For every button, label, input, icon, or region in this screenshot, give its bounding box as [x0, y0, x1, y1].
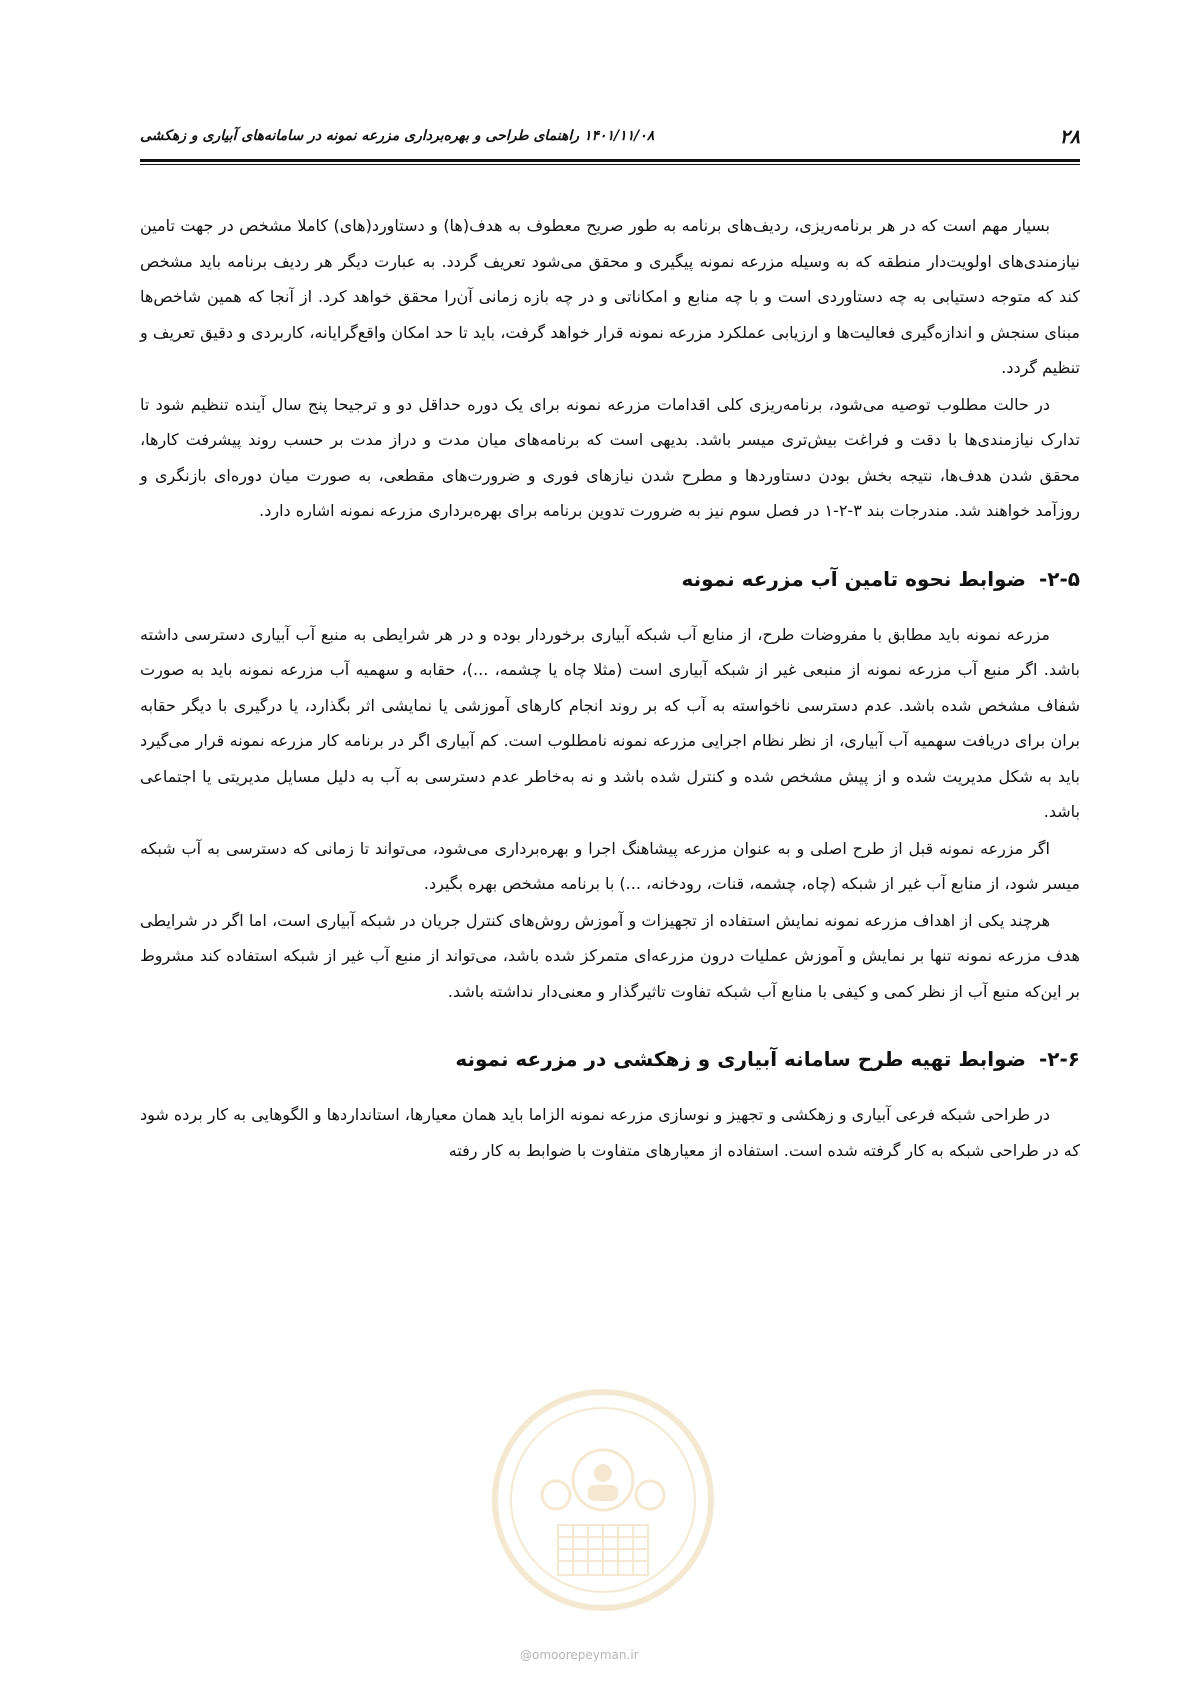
section-title: ضوابط نحوه تامین آب مزرعه نمونه [681, 566, 1026, 591]
section-5-paragraph-1: مزرعه نمونه باید مطابق با مفروضات طرح، از منابع آب شبکه آبیاری برخوردار بوده و در هر شرایطی به منبع آب آبیاری دسترسی داشته باشد. اگر منبع آب مزرعه نمونه از منبعی غیر از شبکه آبیاری است (مثلا چاه یا چشمه، ...)، حقابه و سهمیه آب مزرعه نمونه باید به صورت شفاف مشخص شده باشد. عدم دسترسی ناخواسته به آب که بر روند انجام کارهای آموزشی یا نمایشی اثر بگذارد، یا درگیری با دیگر حقابه بران برای دریافت سهمیه آب آبیاری، از نظر نظام اجرایی مزرعه نمونه نامطلوب است. کم آبیاری اگر در برنامه کار مزرعه نمونه قرار می‌گیرد باید به شکل مدیریت شده و از پیش مشخص شده و کنترل شده باشد و نه به‌خاطر عدم دسترسی به آب به دلیل مسایل مدیریتی یا اجتماعی باشد. [140, 624, 1080, 821]
running-title: ۱۴۰۱/۱۱/۰۸ راهنمای طراحی و بهره‌برداری مزرعه نمونه در سامانه‌های آبیاری و زهکشی [140, 128, 655, 144]
watermark-seal-icon [488, 1385, 718, 1615]
section-heading-5 [140, 563, 1080, 595]
section-heading-6 [140, 1043, 1080, 1075]
section-5-paragraph-3: هرچند یکی از اهداف مزرعه نمونه نمایش استفاده از تجهیزات و آموزش روش‌های کنترل جریان در شبکه آبیاری است، اما اگر در شرایطی هدف مزرعه نمونه تنها بر نمایش و آموزش عملیات درون مزرعه‌ای متمرکز شده باشد، می‌تواند از منبع آب غیر از شبکه استفاده کند مشروط بر این‌که منبع آب از نظر کمی و کیفی با منابع آب شبکه تفاوت تاثیرگذار و معنی‌دار نداشته باشد. [140, 910, 1080, 1001]
section-title: ضوابط تهیه طرح سامانه آبیاری و زهکشی در مزرعه نمونه [455, 1047, 1026, 1071]
watermark-url: @omoorepeyman.ir [520, 1648, 639, 1662]
section-number: ۲-۵- [1038, 566, 1080, 591]
page-content [140, 208, 1080, 1169]
page-number: ۲۸ [1059, 126, 1080, 148]
header-rule-thin [140, 164, 1080, 165]
page-header [140, 118, 1080, 154]
intro-paragraph-1: بسیار مهم است که در هر برنامه‌ریزی، ردیف‌های برنامه به طور صریح معطوف به هدف(ها) و دستاورد(های) کاملا مشخص در جهت تامین نیازمندی‌های اولویت‌دار منطقه که به وسیله مزرعه نمونه پیگیری و محقق می‌شود تعریف گردد. به عبارت دیگر هر ردیف برنامه باید مشخص کند که متوجه دستیابی به چه دستاوردی است و با چه منابع و امکاناتی و در چه بازه زمانی آن‌را محقق خواهد کرد. از آنجا که همین شاخص‌ها مبنای سنجش و اندازه‌گیری فعالیت‌ها و ارزیابی عملکرد مزرعه نمونه قرار خواهد گرفت، باید تا حد امکان واقع‌گرایانه، کاربردی و دقیق تعریف و تنظیم گردد. [140, 216, 1080, 377]
section-number: ۲-۶- [1038, 1047, 1080, 1071]
intro-paragraph-2: در حالت مطلوب توصیه می‌شود، برنامه‌ریزی کلی اقدامات مزرعه نمونه برای یک دوره حداقل دو و ترجیحا پنج سال آینده تنظیم شود تا تدارک نیازمندی‌ها با دقت و فراغت بیش‌تری میسر باشد. بدیهی است که برنامه‌های میان مدت و دراز مدت بر حسب روند پیشرفت کارها، محقق شدن هدف‌ها، نتیجه بخش بودن دستاوردها و مطرح شدن نیازهای فوری و ضرورت‌های مقطعی، به صورت میان دوره‌ای بازنگری و روزآمد خواهند شد. مندرجات بند ۳-۲-۱ در فصل سوم نیز به ضرورت تدوین برنامه برای بهره‌برداری مزرعه نمونه اشاره دارد. [140, 394, 1080, 520]
section-6-paragraph-1: در طراحی شبکه فرعی آبیاری و زهکشی و تجهیز و نوسازی مزرعه نمونه الزاما باید همان معیارها، استانداردها و الگوهایی به کار برده شود که در طراحی شبکه به کار گرفته شده است. استفاده از معیارهای متفاوت با ضوابط به کار رفته [140, 1105, 1080, 1160]
header-rule-thick [140, 159, 1080, 162]
section-5-paragraph-2: اگر مزرعه نمونه قبل از طرح اصلی و به عنوان مزرعه پیشاهنگ اجرا و بهره‌برداری می‌شود، می‌تواند تا زمانی که دسترسی به آب شبکه میسر شود، از منابع آب غیر از شبکه (چاه، چشمه، قنات، رودخانه، ...) با برنامه مشخص بهره بگیرد. [140, 838, 1080, 893]
